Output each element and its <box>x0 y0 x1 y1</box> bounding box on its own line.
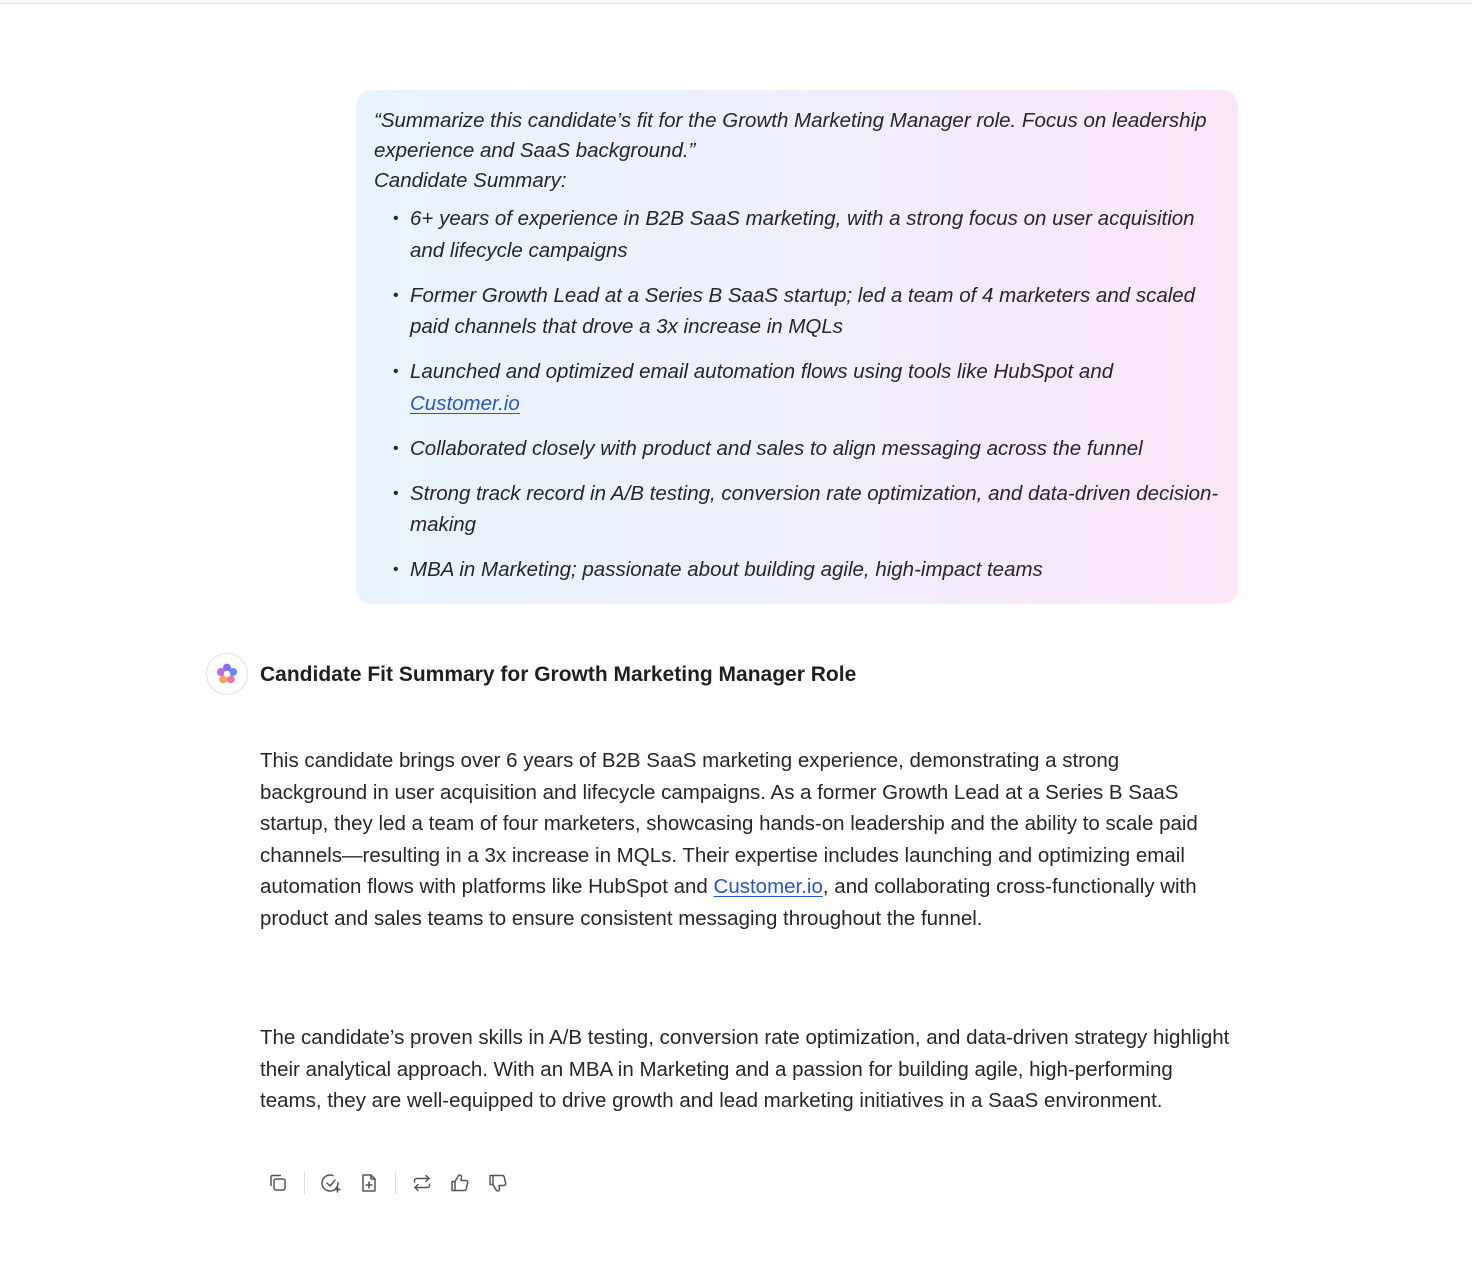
bullet-item: • Launched and optimized email automation flows using tools like HubSpot and Customer.io <box>410 356 1220 419</box>
summary-bullet-list <box>374 203 1220 586</box>
response-action-bar <box>262 1166 520 1200</box>
prompt-quote: “Summarize this candidate’s fit for the Growth Marketing Manager role. Focus on leadership experience and SaaS background.” <box>374 109 1207 162</box>
thumbs-down-button[interactable] <box>482 1167 514 1199</box>
customer-io-link[interactable]: Customer.io <box>410 391 520 415</box>
user-message-bubble <box>356 90 1238 604</box>
copy-icon <box>267 1172 289 1194</box>
response-paragraph-1: This candidate brings over 6 years of B2B SaaS marketing experience, demonstrating a strong background in user acquisition and lifecycle campaigns. As a former Growth Lead at a Series B SaaS startup, they led a team of four marketers, showcasing hands-on leadership and the ability to scale paid channels—resulting in a 3x increase in MQLs. Their expertise includes launching and optimizing email automation flows with platforms like HubSpot and Customer.io, and collaborating cross-functionally with product and sales teams to ensure consistent messaging throughout the funnel. <box>260 749 1198 930</box>
accept-button[interactable] <box>315 1167 347 1199</box>
check-plus-icon <box>320 1172 342 1194</box>
top-divider <box>0 0 1472 4</box>
regenerate-icon <box>411 1172 433 1194</box>
bullet-item: • MBA in Marketing; passionate about building agile, high-impact teams <box>410 554 1220 586</box>
ai-flower-icon <box>215 662 239 686</box>
response-title: Candidate Fit Summary for Growth Marketing Manager Role <box>260 663 857 686</box>
response-paragraph-2: The candidate’s proven skills in A/B testing, conversion rate optimization, and data-driven strategy highlight their analytical approach. With an MBA in Marketing and a passion for building agile, high-performing teams, they are well-equipped to drive growth and lead marketing initiatives in a SaaS environment. <box>260 1026 1230 1112</box>
add-doc-icon <box>358 1172 380 1194</box>
bullet-item: • Collaborated closely with product and sales to align messaging across the funnel <box>410 433 1220 465</box>
thumbs-up-button[interactable] <box>444 1167 476 1199</box>
customer-io-link[interactable]: Customer.io <box>713 875 823 898</box>
toolbar-divider <box>304 1172 305 1194</box>
add-to-doc-button[interactable] <box>353 1167 385 1199</box>
thumbs-down-icon <box>487 1172 509 1194</box>
summary-label: Candidate Summary: <box>374 169 567 192</box>
bullet-item: • 6+ years of experience in B2B SaaS marketing, with a strong focus on user acquisition and lifecycle campaigns <box>410 203 1220 266</box>
bullet-item: • Strong track record in A/B testing, conversion rate optimization, and data-driven decision-making <box>410 478 1220 541</box>
bullet-item: • Former Growth Lead at a Series B SaaS startup; led a team of 4 marketers and scaled paid channels that drove a 3x increase in MQLs <box>410 280 1220 343</box>
regenerate-button[interactable] <box>406 1167 438 1199</box>
copy-button[interactable] <box>262 1167 294 1199</box>
toolbar-divider <box>395 1172 396 1194</box>
ai-avatar <box>206 653 248 695</box>
thumbs-up-icon <box>449 1172 471 1194</box>
